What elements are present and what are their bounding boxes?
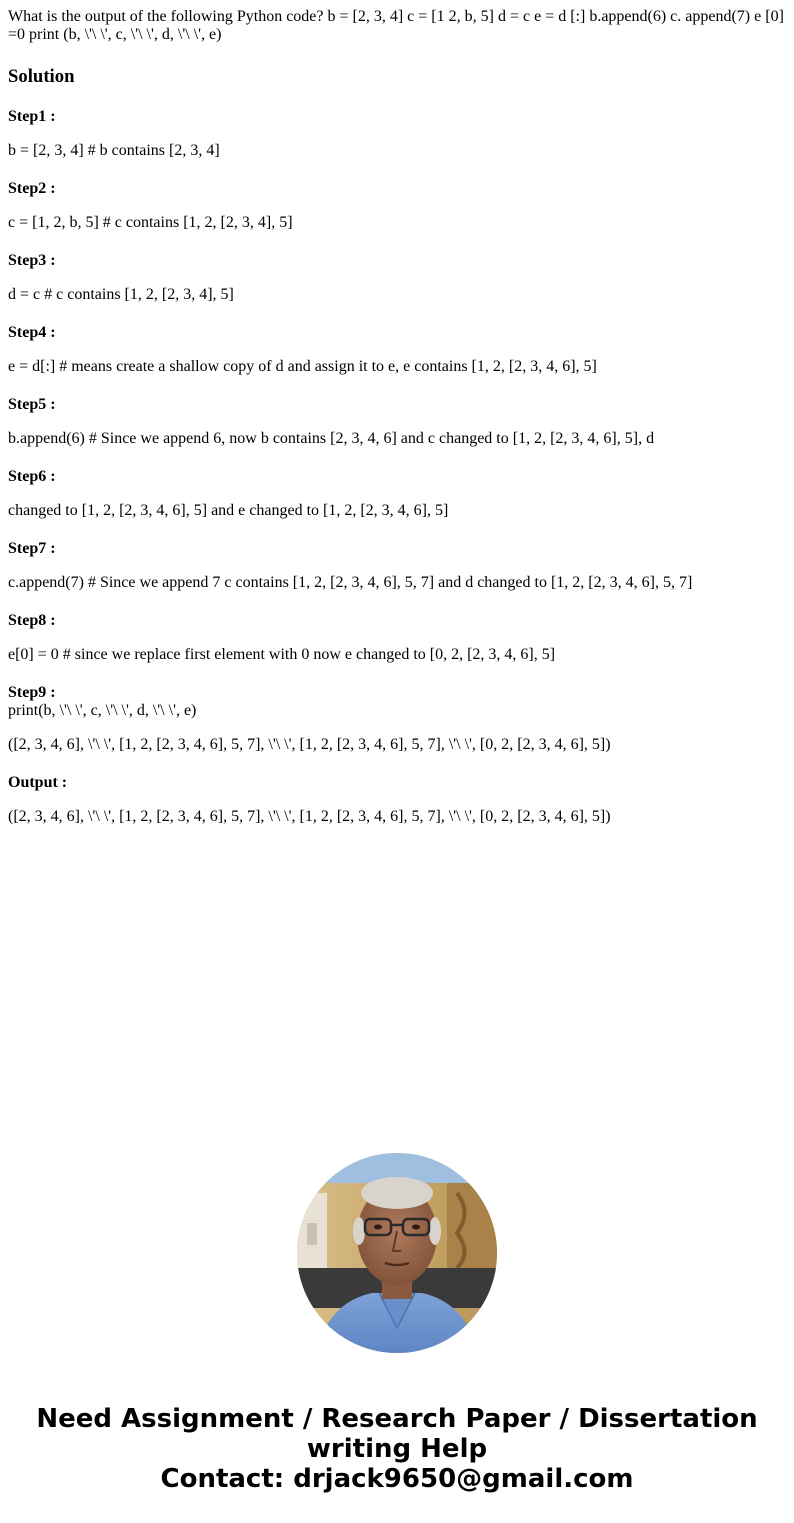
step-2 — [8, 180, 786, 232]
step-title: Step3 : — [8, 252, 56, 269]
step-code-line: print(b, \'\ \', c, \'\ \', d, \'\ \', e) — [8, 702, 197, 719]
step-title: Step1 : — [8, 108, 56, 125]
footer-promo — [0, 1404, 794, 1494]
footer-line: Need Assignment / Research Paper / Dissertation — [36, 1404, 758, 1434]
output-title: Output : — [8, 774, 68, 791]
solution-heading: Solution — [8, 66, 75, 87]
document-body — [8, 8, 786, 826]
author-photo-icon — [297, 1153, 497, 1353]
step-title: Step6 : — [8, 468, 56, 485]
step-text: d = c # c contains [1, 2, [2, 3, 4], 5] — [8, 286, 234, 303]
step-result-line: ([2, 3, 4, 6], \'\ \', [1, 2, [2, 3, 4, 6], 5, 7], \'\ \', [1, 2, [2, 3, 4, 6], 5, 7], \'\ \', [0, 2, [2, 3, 4, 6], 5]) — [8, 736, 611, 753]
footer-contact: Contact: drjack9650@gmail.com — [160, 1464, 634, 1494]
step-1 — [8, 108, 786, 160]
step-4 — [8, 324, 786, 376]
output-section — [8, 774, 786, 826]
step-title: Step9 : — [8, 684, 56, 701]
step-8 — [8, 612, 786, 664]
author-avatar — [297, 1153, 497, 1353]
question-text: What is the output of the following Python code? b = [2, 3, 4] c = [1 2, b, 5] d = c e = d [:] b.append(6) c. append(7) e [0] =0 print (b, \'\ \', c, \'\ \', d, \'\ \', e) — [8, 8, 784, 43]
step-text: changed to [1, 2, [2, 3, 4, 6], 5] and e changed to [1, 2, [2, 3, 4, 6], 5] — [8, 502, 449, 519]
step-title: Step2 : — [8, 180, 56, 197]
step-text: b = [2, 3, 4] # b contains [2, 3, 4] — [8, 142, 220, 159]
step-text: c.append(7) # Since we append 7 c contains [1, 2, [2, 3, 4, 6], 5, 7] and d changed to [1, 2, [2, 3, 4, 6], 5, 7] — [8, 574, 693, 591]
step-title: Step5 : — [8, 396, 56, 413]
step-6 — [8, 468, 786, 520]
step-3 — [8, 252, 786, 304]
step-7 — [8, 540, 786, 592]
step-9 — [8, 684, 786, 754]
step-title: Step8 : — [8, 612, 56, 629]
output-text: ([2, 3, 4, 6], \'\ \', [1, 2, [2, 3, 4, 6], 5, 7], \'\ \', [1, 2, [2, 3, 4, 6], 5, 7], \'\ \', [0, 2, [2, 3, 4, 6], 5]) — [8, 808, 611, 825]
step-title: Step7 : — [8, 540, 56, 557]
step-text: e = d[:] # means create a shallow copy of d and assign it to e, e contains [1, 2, [2, 3, 4, 6], 5] — [8, 358, 597, 375]
footer-line: writing Help — [306, 1434, 488, 1464]
step-text: e[0] = 0 # since we replace first element with 0 now e changed to [0, 2, [2, 3, 4, 6], 5] — [8, 646, 556, 663]
step-title: Step4 : — [8, 324, 56, 341]
step-text: b.append(6) # Since we append 6, now b contains [2, 3, 4, 6] and c changed to [1, 2, [2, 3, 4, 6], 5], d — [8, 430, 655, 447]
step-text: c = [1, 2, b, 5] # c contains [1, 2, [2, 3, 4], 5] — [8, 214, 293, 231]
step-5 — [8, 396, 786, 448]
